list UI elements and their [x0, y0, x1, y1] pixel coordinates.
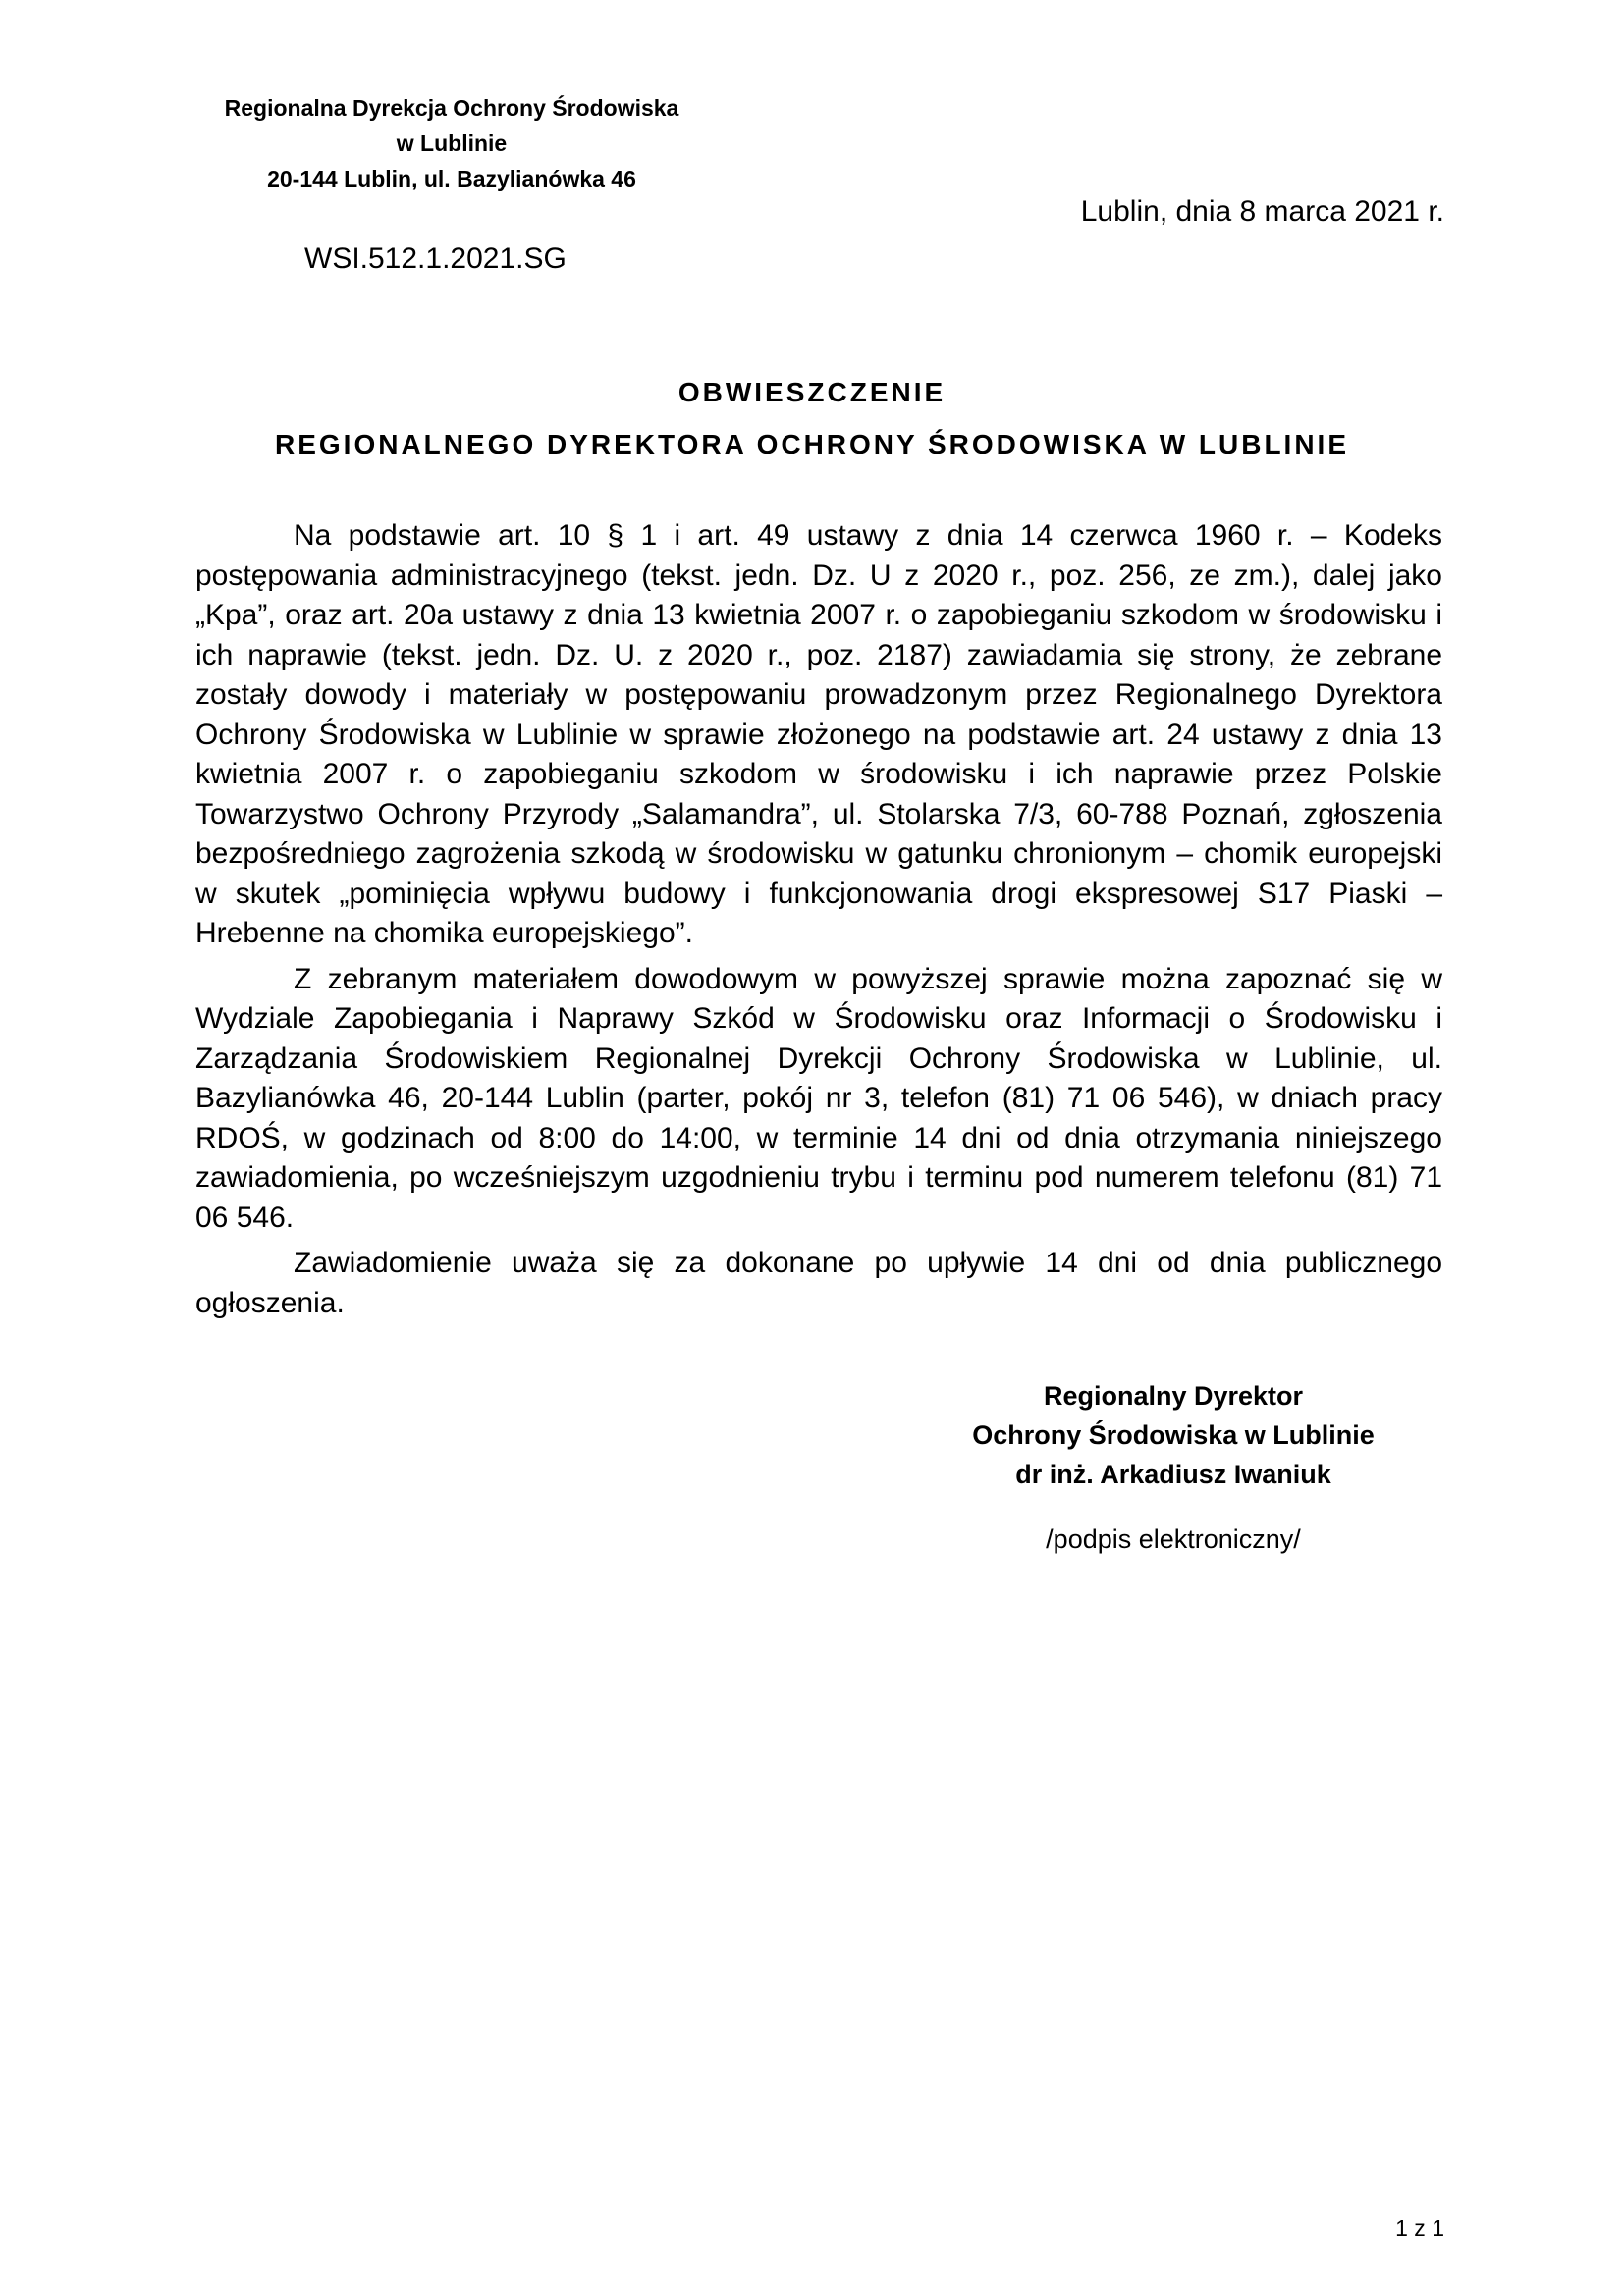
sender-address-block: [187, 90, 717, 196]
signatory-office: Ochrony Środowiska w Lublinie: [972, 1420, 1375, 1450]
signatory-title: Regionalny Dyrektor: [1043, 1381, 1304, 1411]
document-title: OBWIESZCZENIE: [677, 377, 947, 407]
document-subtitle: REGIONALNEGO DYREKTORA OCHRONY ŚRODOWISKA W LUBLINIE: [274, 429, 1350, 459]
signature-block: [864, 1376, 1483, 1494]
electronic-signature-note: /podpis elektroniczny/: [1046, 1524, 1301, 1554]
sender-street-address: 20-144 Lublin, ul. Bazylianówka 46: [267, 166, 636, 191]
document-body: [195, 516, 1442, 1329]
document-date: Lublin, dnia 8 marca 2021 r.: [1080, 195, 1444, 228]
body-paragraph-1: Na podstawie art. 10 § 1 i art. 49 ustawy z dnia 14 czerwca 1960 r. – Kodeks postępowania administracyjnego (tekst. jedn. Dz. U z 2020 r., poz. 256, ze zm.), dalej jako „Kpa”, oraz art. 20a ustawy z dnia 13 kwietnia 2007 r. o zapobieganiu szkodom w środowisku i ich naprawie (tekst. jedn. Dz. U. z 2020 r., poz. 2187) zawiadamia się strony, że zebrane zostały dowody i materiały w postępowaniu prowadzonym przez Regionalnego Dyrektora Ochrony Środowiska w Lublinie w sprawie złożonego na podstawie art. 24 ustawy z dnia 13 kwietnia 2007 r. o zapobieganiu szkodom w środowisku i ich naprawie przez Polskie Towarzystwo Ochrony Przyrody „Salamandra”, ul. Stolarska 7/3, 60-788 Poznań, zgłoszenia bezpośredniego zagrożenia szkodą w środowisku w gatunku chronionym – chomik europejski w skutek „pominięcia wpływu budowy i funkcjonowania drogi ekspresowej S17 Piaski – Hrebenne na chomika europejskiego”.: [195, 519, 1442, 949]
body-paragraph-2: Z zebranym materiałem dowodowym w powyższej sprawie można zapoznać się w Wydziale Zapobiegania i Naprawy Szkód w Środowisku oraz Informacji o Środowisku i Zarządzania Środowiskiem Regionalnej Dyrekcji Ochrony Środowiska w Lublinie, ul. Bazylianówka 46, 20-144 Lublin (parter, pokój nr 3, telefon (81) 71 06 546), w dniach pracy RDOŚ, w godzinach od 8:00 do 14:00, w terminie 14 dni od dnia otrzymania niniejszego zawiadomienia, po wcześniejszym uzgodnieniu trybu i terminu pod numerem telefonu (81) 71 06 546.: [195, 962, 1442, 1234]
reference-number: WSI.512.1.2021.SG: [304, 242, 567, 275]
signatory-name: dr inż. Arkadiusz Iwaniuk: [1015, 1460, 1331, 1489]
sender-city: w Lublinie: [396, 131, 508, 156]
sender-institution-name: Regionalna Dyrekcja Ochrony Środowiska: [224, 95, 679, 121]
page-number: 1 z 1: [1395, 2216, 1444, 2241]
body-paragraph-3: Zawiadomienie uważa się za dokonane po upływie 14 dni od dnia publicznego ogłoszenia.: [195, 1247, 1442, 1319]
